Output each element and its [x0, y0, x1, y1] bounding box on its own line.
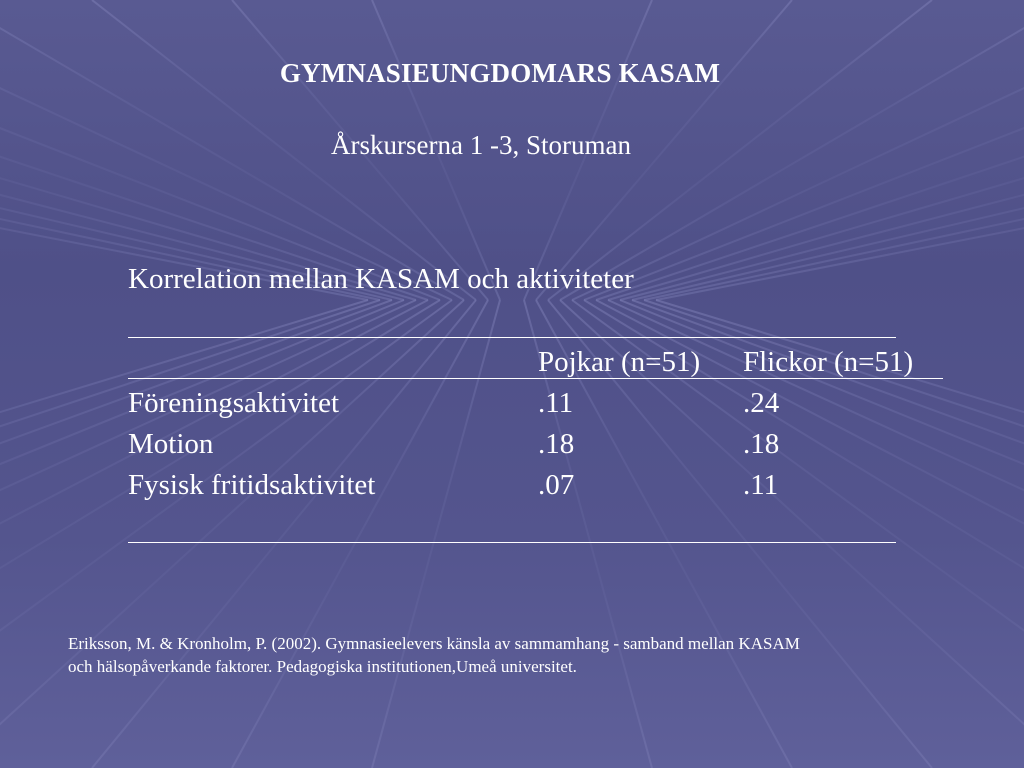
slide-subtitle: Årskurserna 1 -3, Storuman	[331, 130, 631, 160]
column-header-boys: Pojkar (n=51)	[538, 346, 701, 378]
grid-line	[0, 300, 440, 768]
grid-line	[0, 300, 392, 768]
table-row-label: Föreningsaktivitet	[128, 387, 340, 419]
table-top-rule	[128, 337, 896, 338]
table-row-label: Fysisk fritidsaktivitet	[128, 469, 376, 501]
table-cell-girls: .24	[743, 387, 780, 419]
grid-line	[0, 300, 452, 768]
table-bottom-rule	[128, 542, 896, 543]
column-header-girls: Flickor (n=51)	[743, 346, 914, 378]
citation-line-1: Eriksson, M. & Kronholm, P. (2002). Gymnasieelevers känsla av sammamhang - samband mellan KASAM	[68, 634, 800, 653]
table-cell-boys: .07	[538, 469, 575, 501]
table-cell-boys: .11	[538, 387, 574, 419]
table-heading: Korrelation mellan KASAM och aktiviteter	[128, 263, 634, 295]
table-header-rule	[128, 378, 943, 379]
citation	[68, 632, 948, 678]
citation-line-2: och hälsopåverkande faktorer. Pedagogiska institutionen,Umeå universitet.	[68, 657, 577, 676]
grid-line	[92, 300, 476, 768]
table-row-label: Motion	[128, 428, 214, 460]
table-cell-boys: .18	[538, 428, 575, 460]
slide-title: GYMNASIEUNGDOMARS KASAM	[279, 58, 721, 88]
grid-line	[0, 300, 428, 768]
table-cell-girls: .11	[743, 469, 779, 501]
grid-line	[232, 300, 488, 768]
table-cell-girls: .18	[743, 428, 780, 460]
grid-line	[372, 300, 500, 768]
